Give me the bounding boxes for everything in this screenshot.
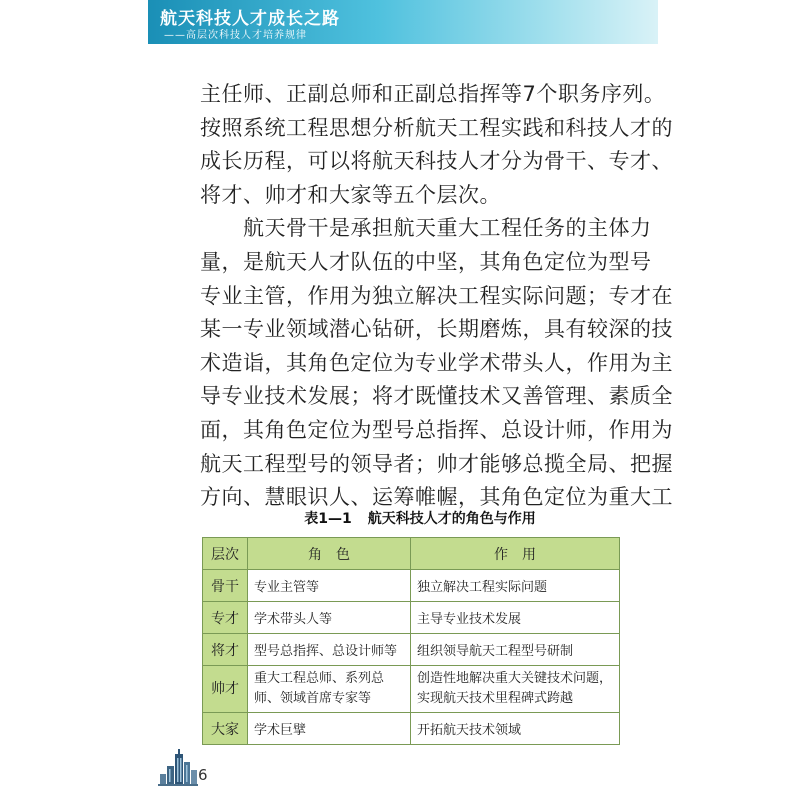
- table-row: [203, 570, 620, 602]
- cell-function: 独立解决工程实际问题: [411, 570, 620, 602]
- cell-level: 将才: [203, 634, 248, 666]
- cell-role: 型号总指挥、总设计师等: [248, 634, 411, 666]
- table-caption-number: 表1—1: [304, 511, 352, 527]
- header-role: 角 色: [248, 538, 411, 570]
- body-line: 按照系统工程思想分析航天工程实践和科技人才的: [200, 115, 673, 140]
- table-row: [203, 666, 620, 713]
- cell-level: 专才: [203, 602, 248, 634]
- table-header-row: [203, 538, 620, 570]
- roles-table: [202, 537, 620, 745]
- table-caption: [200, 508, 640, 528]
- header-subtitle: ——高层次科技人才培养规律: [164, 30, 307, 41]
- running-header: [148, 0, 658, 44]
- body-line: 导专业技术发展；将才既懂技术又善管理、素质全: [200, 384, 673, 409]
- body-line: 某一专业领域潜心钻研，长期磨炼，具有较深的技: [200, 317, 673, 342]
- cell-function: 组织领导航天工程型号研制: [411, 634, 620, 666]
- cell-function: 开拓航天技术领域: [411, 713, 620, 745]
- body-line: 将才、帅才和大家等五个层次。: [200, 182, 501, 207]
- body-line: 面，其角色定位为型号总指挥、总设计师，作用为: [200, 417, 673, 442]
- book-page: [148, 0, 673, 800]
- body-line: 航天骨干是承担航天重大工程任务的主体力: [200, 216, 652, 241]
- body-text: [200, 78, 673, 515]
- body-line: 主任师、正副总师和正副总指挥等7个职务序列。: [200, 82, 666, 106]
- cell-function: 主导专业技术发展: [411, 602, 620, 634]
- header-level: 层次: [203, 538, 248, 570]
- header-title: 航天科技人才成长之路: [160, 9, 340, 29]
- cell-function: 创造性地解决重大关键技术问题，实现航天技术里程碑式跨越: [411, 666, 620, 713]
- cell-level: 骨干: [203, 570, 248, 602]
- table-row: [203, 602, 620, 634]
- body-line: 量，是航天人才队伍的中坚，其角色定位为型号: [200, 249, 652, 274]
- page-number: 6: [198, 766, 208, 784]
- body-line: 术造诣，其角色定位为专业学术带头人，作用为主: [200, 350, 673, 375]
- table-row: [203, 713, 620, 745]
- table-caption-title: 航天科技人才的角色与作用: [367, 511, 536, 527]
- table-row: [203, 634, 620, 666]
- city-buildings-icon: [158, 748, 198, 786]
- header-function: 作 用: [411, 538, 620, 570]
- cell-role: 学术带头人等: [248, 602, 411, 634]
- cell-role: 专业主管等: [248, 570, 411, 602]
- body-line: 成长历程，可以将航天科技人才分为骨干、专才、: [200, 149, 673, 174]
- body-line: 航天工程型号的领导者；帅才能够总揽全局、把握: [200, 451, 673, 476]
- body-line: 专业主管，作用为独立解决工程实际问题；专才在: [200, 283, 673, 308]
- body-line: 方向、慧眼识人、运筹帷幄，其角色定位为重大工: [200, 485, 673, 510]
- cell-role: 重大工程总师、系列总师、领域首席专家等: [248, 666, 411, 713]
- cell-level: 大家: [203, 713, 248, 745]
- cell-role: 学术巨擘: [248, 713, 411, 745]
- cell-level: 帅才: [203, 666, 248, 713]
